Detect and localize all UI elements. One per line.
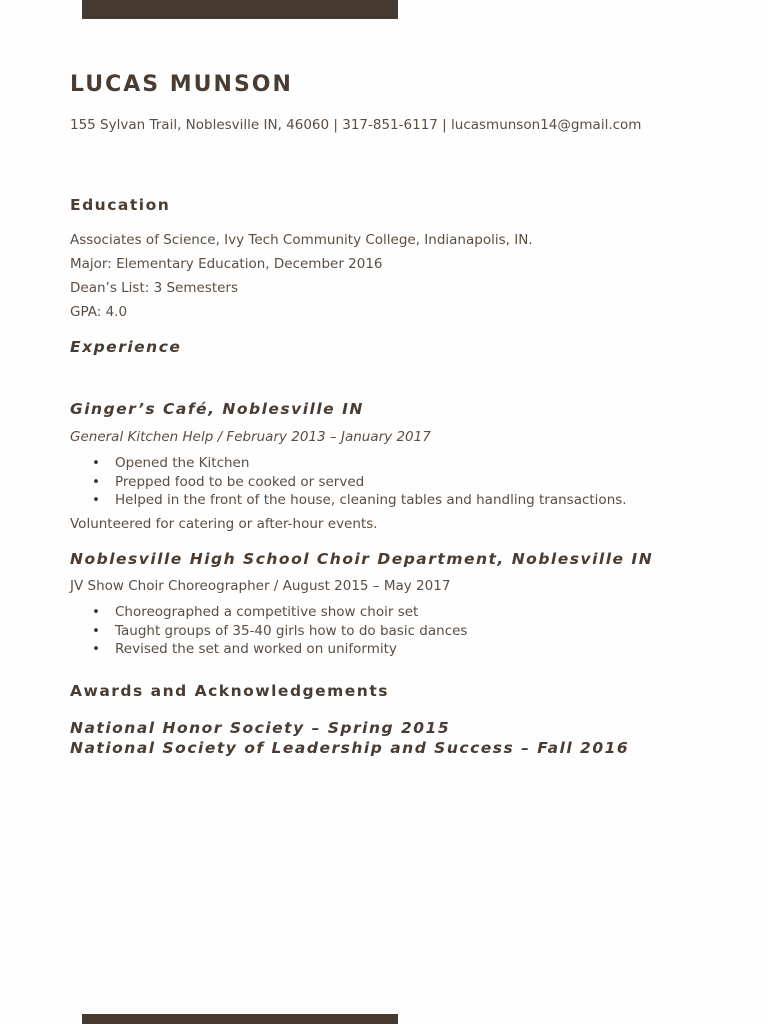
- job-bullet-list: [70, 454, 627, 510]
- job-title: Ginger’s Café, Noblesville IN: [70, 400, 364, 418]
- bullet-text: Opened the Kitchen: [115, 455, 250, 471]
- award-item: National Society of Leadership and Success – Fall 2016: [70, 739, 630, 757]
- bullet-text: Choreographed a competitive show choir set: [115, 604, 419, 620]
- bullet-text: Prepped food to be cooked or served: [115, 473, 365, 490]
- candidate-name: LUCAS MUNSON: [70, 72, 293, 97]
- list-item: [70, 454, 627, 473]
- bullet-icon: •: [92, 455, 100, 471]
- education-line: Associates of Science, Ivy Tech Community College, Indianapolis, IN.: [70, 232, 533, 248]
- list-item: [70, 491, 627, 510]
- list-item: [70, 473, 627, 492]
- bullet-icon: •: [92, 492, 100, 508]
- bullet-text: Helped in the front of the house, cleaning tables and handling transactions.: [115, 492, 627, 508]
- list-item: [70, 640, 467, 659]
- job-title: Noblesville High School Choir Department, Noblesville IN: [70, 550, 654, 568]
- job-note: Volunteered for catering or after-hour events.: [70, 516, 378, 532]
- job-bullet-list: [70, 603, 467, 659]
- bottom-accent-bar: [82, 1014, 398, 1024]
- bullet-icon: •: [92, 622, 100, 639]
- contact-info: 155 Sylvan Trail, Noblesville IN, 46060 | 317-851-6117 | lucasmunson14@gmail.com: [70, 117, 642, 133]
- bullet-text: Revised the set and worked on uniformity: [115, 641, 397, 657]
- list-item: [70, 603, 467, 622]
- job-subtitle: JV Show Choir Choreographer / August 2015 – May 2017: [70, 578, 451, 594]
- education-line: GPA: 4.0: [70, 304, 128, 320]
- list-item: [70, 622, 467, 641]
- bullet-icon: •: [92, 604, 100, 620]
- education-line: Dean’s List: 3 Semesters: [70, 280, 239, 296]
- award-item: National Honor Society – Spring 2015: [70, 719, 451, 737]
- job-subtitle: General Kitchen Help / February 2013 – January 2017: [70, 429, 431, 445]
- top-accent-bar: [82, 0, 398, 19]
- bullet-text: Taught groups of 35-40 girls how to do basic dances: [115, 622, 468, 639]
- bullet-icon: •: [92, 641, 100, 657]
- experience-heading: Experience: [70, 338, 182, 356]
- education-line: Major: Elementary Education, December 2016: [70, 256, 383, 272]
- awards-heading: Awards and Acknowledgements: [70, 682, 389, 700]
- education-heading: Education: [70, 196, 171, 214]
- bullet-icon: •: [92, 473, 100, 490]
